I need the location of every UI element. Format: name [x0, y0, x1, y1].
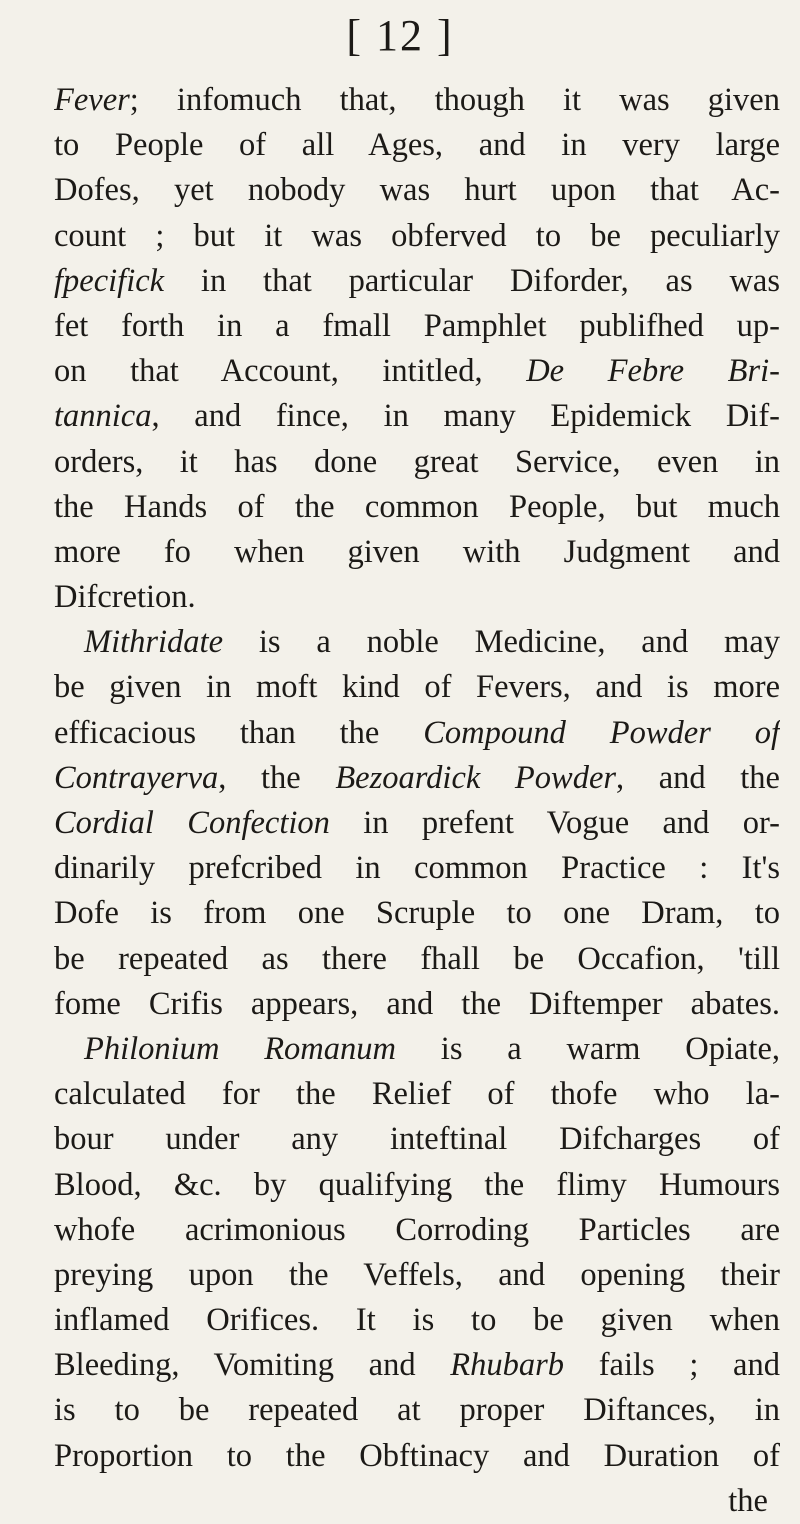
text-segment: count ; but it was obferved to be peculiarly	[54, 217, 780, 254]
text-line	[54, 1072, 780, 1117]
text-segment: Proportion to the Obftinacy and Duration of	[54, 1437, 780, 1474]
italic-text: Contrayerva	[54, 759, 219, 796]
text-segment: fome Crifis appears, and the Diftemper abates.	[54, 985, 780, 1022]
text-segment: the	[728, 1482, 768, 1519]
text-line	[54, 1298, 780, 1343]
text-line	[54, 78, 780, 123]
text-line	[54, 891, 780, 936]
text-segment: dinarily prefcribed in common Practice : It's	[54, 850, 780, 887]
italic-text: Fever	[54, 82, 130, 118]
text-segment: on that Account, intitled,	[54, 353, 527, 390]
text-line	[54, 665, 780, 710]
text-segment: is a warm Opiate,	[396, 1030, 780, 1067]
text-segment: be repeated as there fhall be Occafion, 'till	[54, 940, 780, 977]
body-text	[54, 78, 780, 1524]
text-line	[54, 1163, 780, 1208]
text-segment: Dofes, yet nobody was hurt upon that Ac-	[54, 172, 780, 209]
text-segment: the Hands of the common People, but much	[54, 488, 780, 525]
text-segment: ; infomuch that, though it was given	[129, 82, 780, 118]
text-line	[54, 1027, 780, 1072]
text-segment: is to be repeated at proper Diftances, in	[54, 1392, 780, 1429]
italic-text: De Febre Bri-	[526, 353, 780, 390]
text-segment: , and fince, in many Epidemick Dif-	[151, 398, 780, 435]
text-segment: , and the	[616, 759, 780, 796]
text-segment: to People of all Ages, and in very large	[54, 127, 780, 164]
text-segment: fet forth in a fmall Pamphlet publifhed up-	[54, 307, 780, 344]
text-line	[54, 756, 780, 801]
text-segment: Blood, &c. by qualifying the flimy Humours	[54, 1166, 780, 1203]
text-line	[54, 1479, 780, 1524]
text-line	[54, 982, 780, 1027]
text-line	[54, 937, 780, 982]
text-line	[54, 259, 780, 304]
text-segment: be given in moft kind of Fevers, and is more	[54, 669, 780, 706]
italic-text: Mithridate	[84, 624, 224, 661]
italic-text: Rhubarb	[450, 1347, 565, 1384]
text-segment: Dofe is from one Scruple to one Dram, to	[54, 895, 780, 932]
italic-text: Bezoardick Powder	[335, 759, 617, 796]
text-segment: , the	[218, 759, 336, 796]
text-line	[54, 1343, 780, 1388]
italic-text: Compound Powder of	[423, 714, 780, 751]
text-line	[54, 1117, 780, 1162]
text-segment: bour under any inteftinal Difcharges of	[54, 1121, 780, 1158]
text-line	[54, 1434, 780, 1479]
text-line	[54, 1253, 780, 1298]
text-segment: in that particular Diforder, as was	[164, 262, 780, 299]
text-line	[54, 575, 780, 620]
italic-text: Cordial Confection	[54, 805, 330, 841]
text-segment: preying upon the Veffels, and opening their	[54, 1256, 780, 1293]
text-line	[54, 1388, 780, 1433]
text-segment: orders, it has done great Service, even in	[54, 443, 780, 480]
text-line	[54, 620, 780, 665]
page-number: [ 12 ]	[346, 11, 454, 60]
text-segment: in prefent Vogue and or-	[329, 805, 780, 841]
text-segment: is a noble Medicine, and may	[223, 624, 780, 661]
text-segment: Bleeding, Vomiting and	[54, 1347, 451, 1384]
text-line	[54, 440, 780, 485]
text-line	[54, 394, 780, 439]
text-line	[54, 168, 780, 213]
italic-text: Philonium Romanum	[84, 1030, 396, 1067]
text-line	[54, 711, 780, 756]
text-segment: more fo when given with Judgment and	[54, 533, 780, 570]
text-line	[54, 485, 780, 530]
text-segment: inflamed Orifices. It is to be given when	[54, 1302, 780, 1339]
text-line	[54, 304, 780, 349]
text-line	[54, 214, 780, 259]
text-line	[54, 801, 780, 846]
text-line	[54, 123, 780, 168]
italic-text: tannica	[54, 398, 152, 435]
text-segment: efficacious than the	[54, 714, 424, 751]
text-segment: Difcretion.	[54, 579, 196, 616]
text-segment: calculated for the Relief of thofe who la-	[54, 1076, 780, 1113]
italic-text: fpecifick	[54, 262, 165, 299]
text-segment: fails ; and	[564, 1347, 780, 1384]
text-line	[54, 349, 780, 394]
text-line	[54, 530, 780, 575]
text-line	[54, 1208, 780, 1253]
text-segment: whofe acrimonious Corroding Particles are	[54, 1211, 780, 1248]
text-line	[54, 846, 780, 891]
